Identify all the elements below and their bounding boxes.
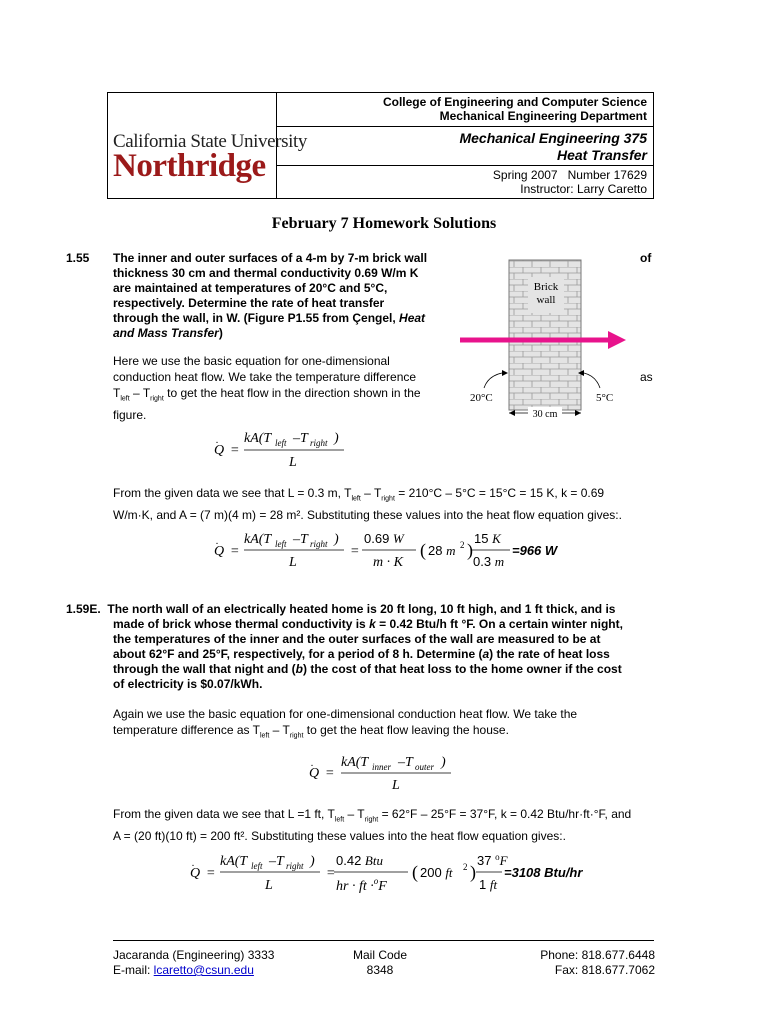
- temp-right: 5°C: [596, 392, 614, 404]
- wall-label: wall: [536, 294, 556, 306]
- svg-text:right: right: [286, 861, 304, 871]
- footer-center: Mail Code 8348: [352, 948, 408, 977]
- svg-text:inner: inner: [372, 762, 391, 772]
- svg-text:15 K: 15 K: [474, 531, 501, 546]
- svg-text:): ): [310, 854, 315, 869]
- problem-statement: The inner and outer surfaces of a 4-m by 7-m brick wall thickness 30 cm and thermal conductivity 0.69 W/m K are maintained at temperatures of 20°C and 5°C, respectively. Determine the rate of heat transfer through the wall, in W. (Figure P1.55 from Çengel, Heat and Mass Transfer): [113, 251, 428, 340]
- equation-substituted-2: [186, 852, 596, 897]
- svg-text:left: left: [275, 539, 287, 549]
- svg-text:kA(T: kA(T: [244, 431, 272, 446]
- equation-inner-outer: [305, 752, 465, 797]
- department-name: Mechanical Engineering Department: [439, 109, 647, 123]
- header-rule: [277, 165, 654, 166]
- term-number: Spring 2007 Number 17629: [492, 168, 647, 182]
- course-title: Heat Transfer: [556, 147, 647, 163]
- svg-text:L: L: [289, 455, 297, 470]
- svg-text:left: left: [275, 438, 287, 448]
- svg-text:=: =: [230, 443, 240, 458]
- svg-text:kA(T: kA(T: [220, 854, 248, 869]
- svg-text:Q: Q: [214, 544, 225, 559]
- svg-text:200 ft: 200 ft: [420, 865, 453, 880]
- svg-text:Q: Q: [214, 443, 225, 458]
- email-link[interactable]: lcaretto@csun.edu: [153, 963, 254, 977]
- svg-text:2: 2: [463, 862, 468, 872]
- statement-end: of: [640, 251, 652, 265]
- svg-text:L: L: [392, 778, 400, 793]
- page-title: February 7 Homework Solutions: [271, 215, 497, 232]
- svg-text:.: .: [192, 858, 195, 869]
- svg-text:–T: –T: [293, 532, 308, 547]
- svg-text:37 oF: 37 $^o$F: [477, 852, 508, 868]
- course-name: Mechanical Engineering 375: [459, 130, 647, 146]
- result-966: =966 W: [512, 543, 558, 558]
- svg-text:outer: outer: [415, 762, 434, 772]
- svg-text:Q: Q: [190, 866, 201, 881]
- problem-number: 1.55: [66, 251, 90, 265]
- footer-rule: [113, 940, 654, 941]
- header-rule: [277, 126, 654, 127]
- svg-text:(: (: [412, 862, 418, 882]
- logo-university: California State University: [113, 131, 307, 152]
- svg-text:=: =: [326, 866, 336, 881]
- text-end: as: [640, 370, 653, 384]
- svg-text:right: right: [310, 539, 328, 549]
- given-data-text: From the given data we see that L = 0.3 m, $T_{left} - T_{right} = 210^\circ C - 5^\circ C = 15^\circ C = 15$ K, k = 0.69 W/m·K, and A = (7 m)(4 m) = 28 m². Substituting these values into the heat flow equation gives:.: [113, 486, 622, 523]
- svg-text:right: right: [310, 438, 328, 448]
- svg-text:1 ft: 1 ft: [479, 877, 498, 892]
- given-data-text-2: From the given data we see that L =1 ft, $T_{left} - T_{right} = 62^\circ F - 25^\circ F = 37^\circ F$, k = 0.42 Btu/hr·ft·°F, and A = (20 ft)(10 ft) = 200 ft². Substituting these values into the heat flow equation gives:.: [113, 807, 632, 844]
- svg-text:m · K: m · K: [373, 555, 403, 570]
- arrow-head: [608, 331, 626, 349]
- svg-text:Q: Q: [309, 766, 320, 781]
- thickness-label: 30 cm: [532, 409, 558, 420]
- svg-text:): ): [334, 532, 339, 547]
- svg-text:0.42 Btu: 0.42 Btu: [336, 853, 383, 868]
- svg-text:.: .: [216, 435, 219, 446]
- svg-text:28 m: 28 m: [428, 543, 456, 558]
- svg-text:hr · ft ·oF: hr · ft ·$^o$F: [336, 876, 387, 894]
- problem-statement-2: 1.59E. The north wall of an electrically heated home is 20 ft long, 10 ft high, and 1 ft thick, and is made of brick whose thermal conductivity is k = 0.42 Btu/h ft °F. On a certain winter night, the temperatures of the inner and the outer surfaces of the wall are measured to be at about 62°F and 25°F, respectively, for a period of 8 h. Determine (a) the rate of heat loss through the wall that night and (b) the cost of that heat loss to the home owner if the cost of electricity is $0.07/kWh.: [66, 602, 623, 691]
- svg-text:=: =: [230, 544, 240, 559]
- college-name: College of Engineering and Computer Science: [382, 95, 647, 109]
- svg-text:): ): [470, 862, 476, 882]
- svg-text:kA(T: kA(T: [341, 755, 369, 770]
- equation-substituted: [210, 528, 570, 573]
- svg-text:2: 2: [460, 540, 465, 550]
- svg-text:L: L: [265, 878, 273, 893]
- explanation-text-2: Again we use the basic equation for one-dimensional conduction heat flow. We take the temperature difference as $T_{left} - T_{right}$ to get the heat flow leaving the house.: [113, 707, 578, 740]
- instructor: Instructor: Larry Caretto: [520, 182, 647, 196]
- svg-text:=: =: [206, 866, 216, 881]
- explanation-text: Here we use the basic equation for one-dimensional conduction heat flow. We take the temperature difference $T_{left} - T_{right}$ to get the heat flow in the direction shown in the figure.: [113, 354, 421, 423]
- footer-left: Jacaranda (Engineering) 3333 E-mail: lcaretto@csun.edu: [113, 948, 275, 977]
- svg-text:=: =: [325, 766, 335, 781]
- svg-text:): ): [441, 755, 446, 770]
- brick-wall-figure: [460, 255, 630, 430]
- svg-text:(: (: [420, 540, 426, 560]
- svg-text:L: L: [289, 555, 297, 570]
- svg-text:left: left: [251, 861, 263, 871]
- svg-text:.: .: [216, 536, 219, 547]
- svg-text:kA(T: kA(T: [244, 532, 272, 547]
- svg-text:–T: –T: [398, 755, 413, 770]
- result-3108: =3108 Btu/hr: [504, 865, 583, 880]
- svg-text:0.69 W: 0.69 W: [364, 531, 404, 546]
- svg-text:): ): [467, 540, 473, 560]
- svg-text:–T: –T: [269, 854, 284, 869]
- logo-northridge: Northridge: [113, 148, 266, 184]
- equation-heat-flow: [210, 425, 360, 475]
- svg-text:0.3 m: 0.3 m: [473, 554, 505, 569]
- svg-text:–T: –T: [293, 431, 308, 446]
- svg-text:=: =: [350, 544, 360, 559]
- svg-text:): ): [334, 431, 339, 446]
- temp-left: 20°C: [470, 392, 493, 404]
- footer-right: Phone: 818.677.6448 Fax: 818.677.7062: [540, 948, 655, 977]
- svg-text:.: .: [311, 758, 314, 769]
- wall-label: Brick: [533, 281, 559, 293]
